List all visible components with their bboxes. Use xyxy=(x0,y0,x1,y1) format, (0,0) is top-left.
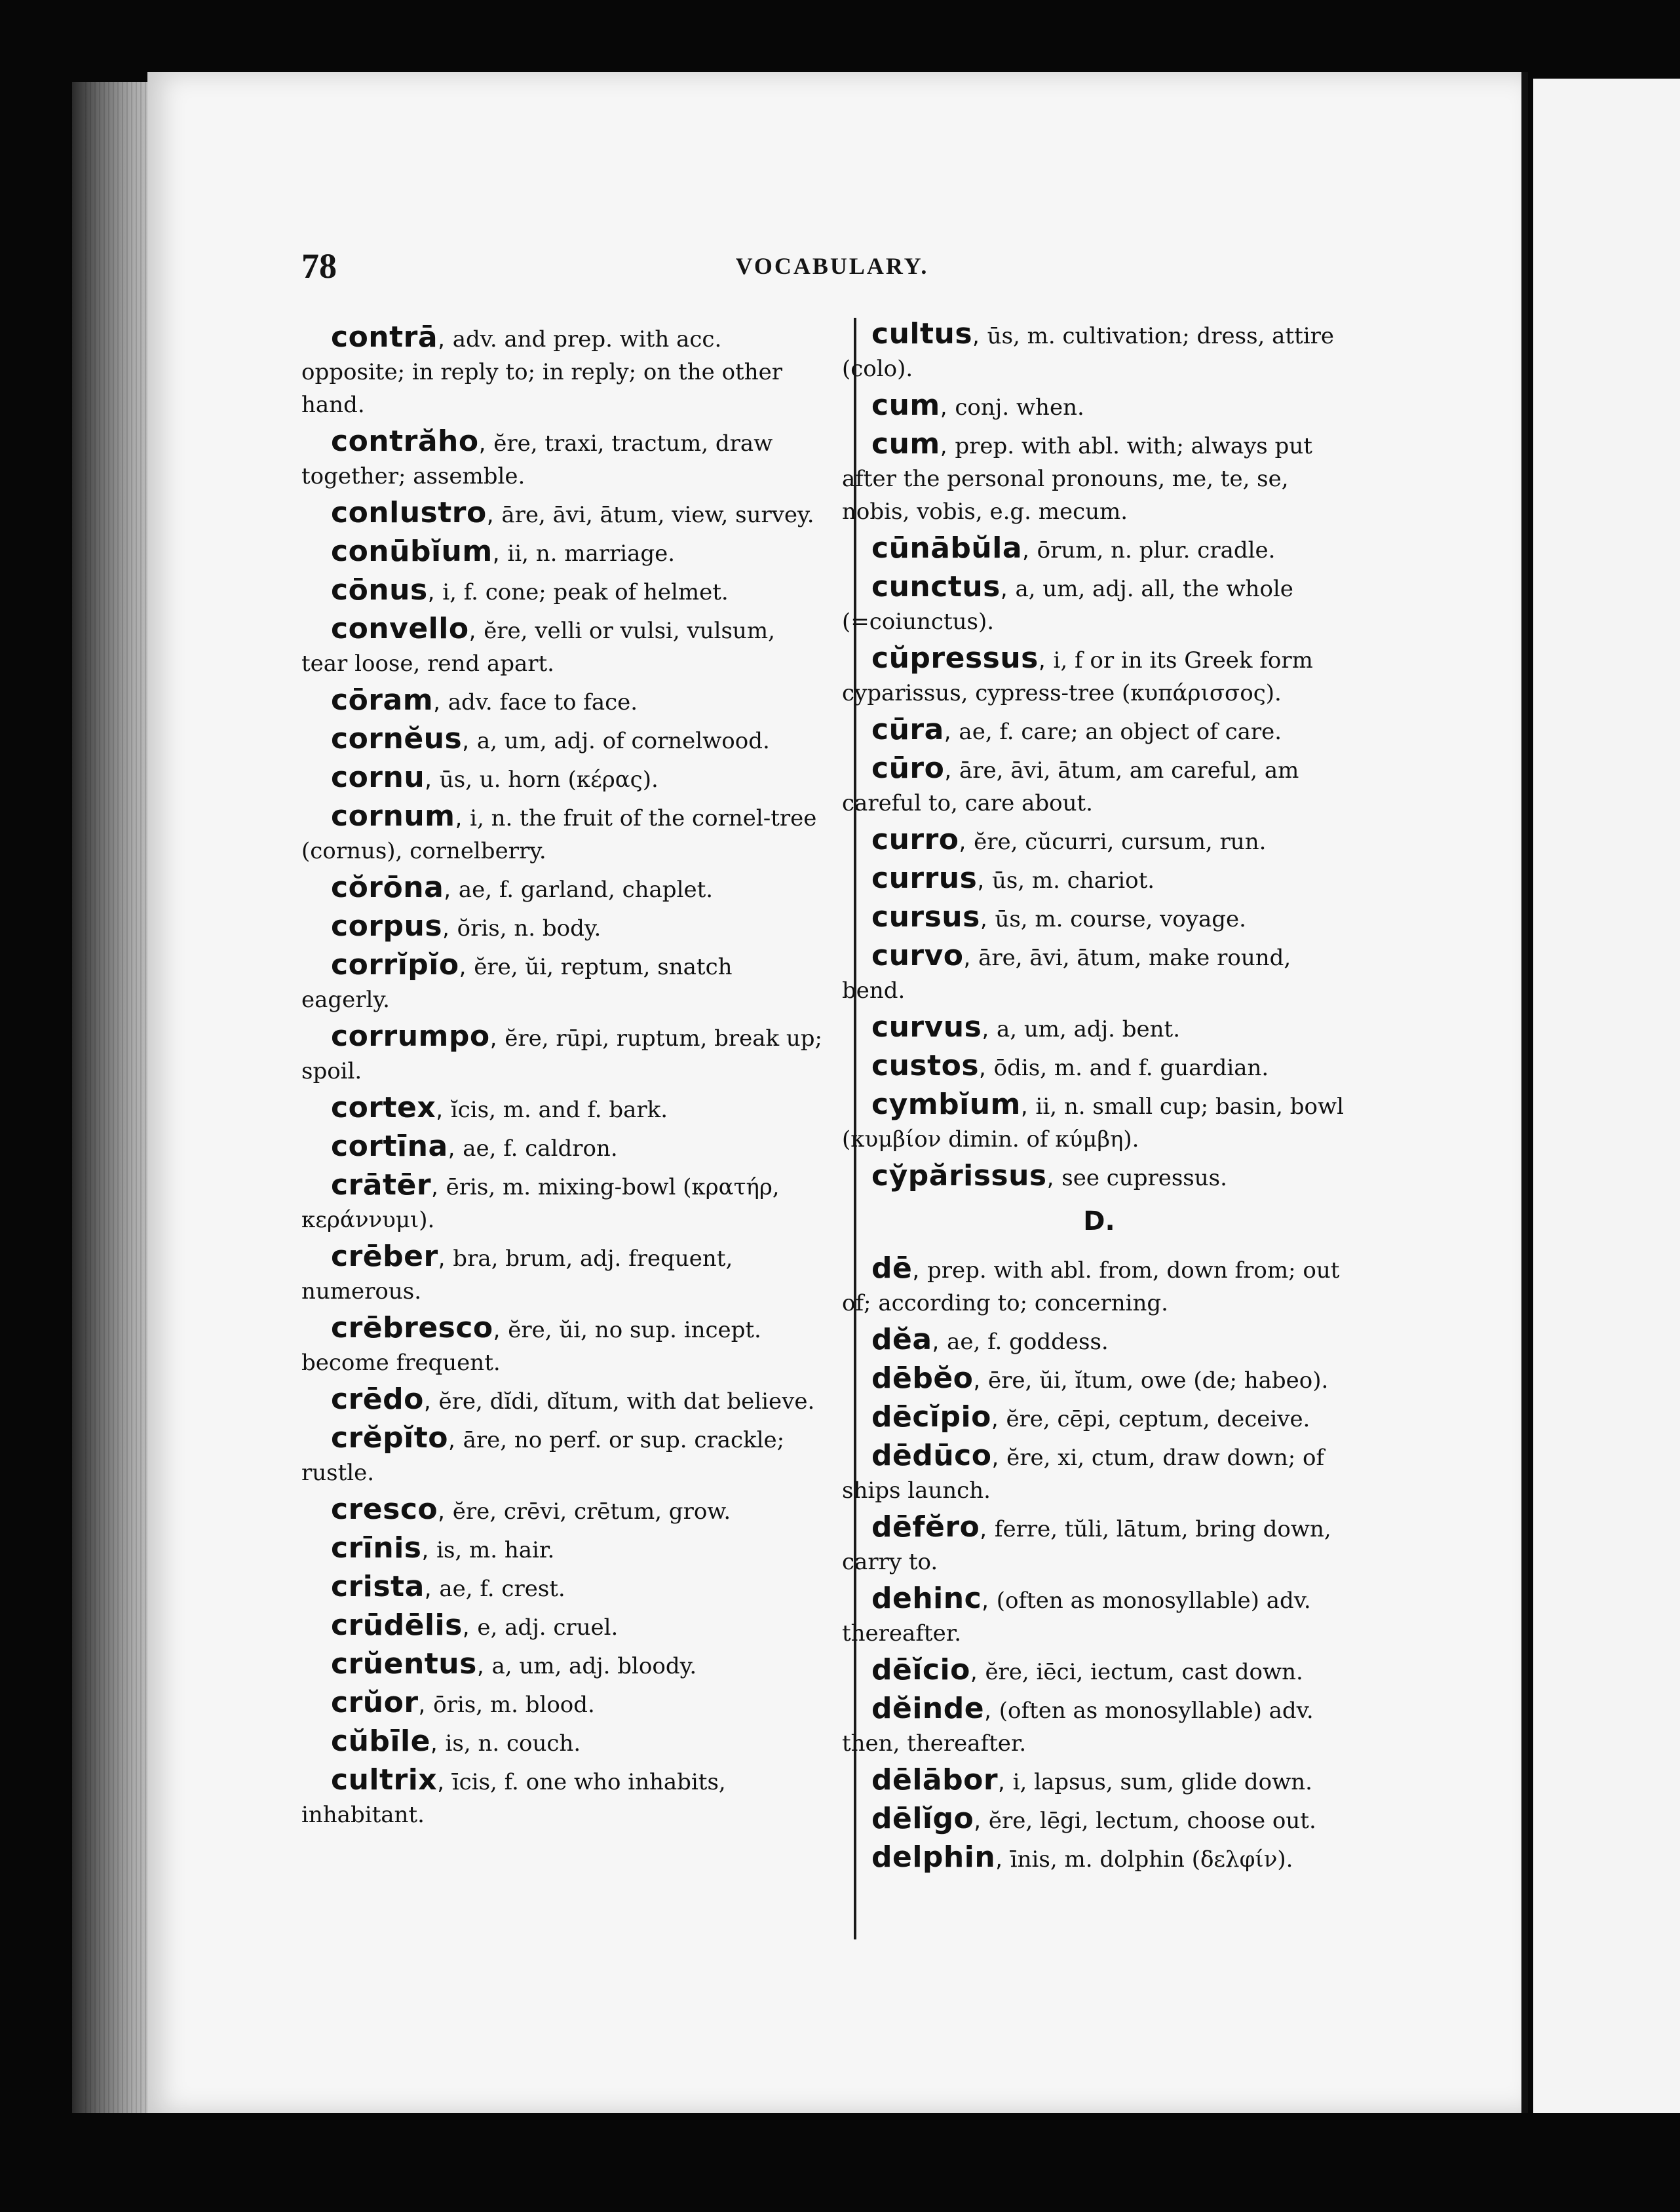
entry-definition: ĕre, cēpi, ceptum, deceive. xyxy=(1006,1406,1310,1432)
entry-definition: ae, f. care; an object of care. xyxy=(959,719,1282,745)
entry-headword: curro , xyxy=(871,823,974,856)
entry-definition: ĭcis, m. and f. bark. xyxy=(450,1097,668,1123)
section-letter: D. xyxy=(1083,1206,1115,1236)
entry-headword: custos , xyxy=(871,1049,994,1082)
dictionary-entry xyxy=(301,1240,826,1308)
entry-definition: i, n. the fruit of the cornel-tree (cornus), cornelberry. xyxy=(301,805,817,864)
entry-headword: cŭbīle , xyxy=(331,1725,446,1758)
entry-headword: curvus , xyxy=(871,1010,997,1044)
entry-definition: i, lapsus, sum, glide down. xyxy=(1012,1769,1312,1795)
dictionary-entry xyxy=(301,1609,826,1644)
entry-definition: ĕre, rūpi, ruptum, break up; spoil. xyxy=(301,1025,823,1084)
dictionary-entry xyxy=(301,1532,826,1567)
dictionary-entry xyxy=(301,1764,826,1831)
dictionary-entry xyxy=(301,910,826,945)
entry-definition: īnis, m. dolphin (δελφίν). xyxy=(1010,1846,1293,1873)
dictionary-entry xyxy=(301,871,826,906)
entry-headword: crēber , xyxy=(331,1240,453,1273)
entry-headword: contrăho , xyxy=(331,425,493,458)
entry-definition: ĕre, crēvi, crētum, grow. xyxy=(452,1498,731,1525)
dictionary-entry xyxy=(842,940,1356,1007)
entry-definition: ūs, m. chariot. xyxy=(991,868,1155,894)
dictionary-entry xyxy=(301,535,826,570)
entry-headword: corrĭpĭo , xyxy=(331,948,474,982)
running-title: VOCABULARY. xyxy=(735,253,929,279)
entry-definition: a, um, adj. of cornelwood. xyxy=(476,728,770,754)
entry-headword: dēlābor , xyxy=(871,1763,1013,1797)
entry-headword: dēcĭpio , xyxy=(871,1400,1006,1434)
entry-definition: ūs, m. course, voyage. xyxy=(995,906,1246,932)
entry-headword: crŭentus , xyxy=(331,1647,491,1681)
dictionary-entry xyxy=(301,723,826,757)
entry-headword: crista , xyxy=(331,1570,439,1603)
entry-definition: āre, āvi, ātum, make round, bend. xyxy=(842,945,1291,1004)
dictionary-entry xyxy=(301,1312,826,1379)
dictionary-entry xyxy=(842,1401,1356,1436)
entry-headword: cursus , xyxy=(871,900,995,934)
entry-definition: ae, f. crest. xyxy=(439,1576,565,1602)
dictionary-entry xyxy=(842,1324,1356,1358)
dictionary-entry xyxy=(301,1020,826,1088)
dictionary-entry xyxy=(842,1252,1356,1320)
dictionary-entry xyxy=(301,1687,826,1721)
dictionary-entry xyxy=(842,824,1356,858)
entry-headword: cresco , xyxy=(331,1493,453,1526)
entry-headword: cūra , xyxy=(871,713,959,746)
entry-headword: conūbĭum , xyxy=(331,535,507,568)
entry-definition: āre, āvi, ātum, am careful, am careful to, care about. xyxy=(842,757,1299,816)
entry-headword: cornĕus , xyxy=(331,722,477,755)
entry-definition: ĕre, cŭcurri, cursum, run. xyxy=(974,829,1267,855)
entry-definition: ūs, u. horn (κέρας). xyxy=(439,767,659,793)
entry-headword: corrumpo , xyxy=(331,1020,505,1053)
entry-definition: a, um, adj. bent. xyxy=(996,1016,1181,1042)
entry-headword: convello , xyxy=(331,612,484,645)
entry-definition: ūs, m. cultivation; dress, attire (colo). xyxy=(842,323,1334,382)
page-header xyxy=(301,246,1363,285)
entry-definition: adv. face to face. xyxy=(448,689,638,715)
dictionary-entry xyxy=(301,1169,826,1236)
entry-headword: cum , xyxy=(871,427,955,461)
dictionary-entry xyxy=(301,613,826,680)
dictionary-entry xyxy=(301,800,826,868)
entry-definition: ae, f. caldron. xyxy=(463,1135,618,1162)
dictionary-entry xyxy=(842,1362,1356,1397)
dictionary-entry xyxy=(842,1511,1356,1578)
entry-definition: āre, no perf. or sup. crackle; rustle. xyxy=(301,1427,785,1486)
dictionary-entry xyxy=(842,1654,1356,1688)
entry-definition: ii, n. marriage. xyxy=(507,541,676,567)
entry-definition: i, f. cone; peak of helmet. xyxy=(442,579,729,605)
entry-definition: prep. with abl. with; always put after the personal pronouns, me, te, se, nobis, vobis, e.g. mecum. xyxy=(842,433,1312,525)
entry-definition: bra, brum, adj. frequent, numerous. xyxy=(301,1246,733,1305)
entry-headword: conlustro , xyxy=(331,496,501,529)
entry-headword: crīnis , xyxy=(331,1531,436,1565)
dictionary-entry xyxy=(842,1050,1356,1084)
dictionary-entry xyxy=(842,1088,1356,1156)
entry-definition: prep. with abl. from, down from; out of; according to; concerning. xyxy=(842,1257,1340,1316)
dictionary-entry xyxy=(301,425,826,493)
entry-headword: dēĭcio , xyxy=(871,1653,985,1687)
dictionary-entry xyxy=(842,532,1356,567)
entry-headword: cultrix , xyxy=(331,1763,452,1797)
entry-definition: is, m. hair. xyxy=(436,1537,555,1563)
entry-headword: currus , xyxy=(871,862,992,895)
entry-definition: conj. when. xyxy=(955,394,1084,421)
dictionary-entry xyxy=(842,642,1356,710)
entry-headword: crĕpĭto , xyxy=(331,1421,463,1455)
dictionary-entry xyxy=(842,752,1356,820)
entry-headword: curvo , xyxy=(871,939,978,972)
entry-definition: āre, āvi, ātum, view, survey. xyxy=(501,502,814,528)
dictionary-entry xyxy=(842,571,1356,638)
page-number: 78 xyxy=(301,246,337,286)
entry-definition: a, um, adj. bloody. xyxy=(491,1653,697,1679)
entry-headword: dēbĕo , xyxy=(871,1362,988,1395)
dictionary-entry xyxy=(301,1092,826,1126)
dictionary-entry xyxy=(301,949,826,1016)
entry-headword: cunctus , xyxy=(871,570,1015,603)
entry-definition: ōris, m. blood. xyxy=(433,1692,595,1718)
entry-headword: dēdūco , xyxy=(871,1439,1006,1472)
dictionary-entry xyxy=(842,428,1356,528)
right-column xyxy=(842,317,1356,1880)
entry-definition: (often as monosyllable) adv. then, thereafter. xyxy=(842,1698,1314,1757)
entry-definition: ĕre, xi, ctum, draw down; of ships launch. xyxy=(842,1445,1325,1504)
entry-definition: ēre, ŭi, ĭtum, owe (de; habeo). xyxy=(988,1367,1329,1394)
dictionary-entry xyxy=(301,1725,826,1760)
dictionary-entry xyxy=(301,321,826,421)
entry-headword: cortex , xyxy=(331,1091,451,1124)
entry-headword: dēfĕro , xyxy=(871,1510,995,1544)
dictionary-entry xyxy=(842,1841,1356,1876)
entry-headword: dĕa , xyxy=(871,1323,947,1356)
page-gutter xyxy=(1521,72,1528,2113)
entry-headword: dehinc , xyxy=(871,1582,997,1615)
entry-headword: cornu , xyxy=(331,761,440,794)
entry-definition: ii, n. small cup; basin, bowl (κυμβίον dimin. of κύμβη). xyxy=(842,1094,1344,1153)
entry-definition: ĕre, iēci, iectum, cast down. xyxy=(985,1659,1303,1685)
entry-headword: crātēr , xyxy=(331,1168,446,1202)
entry-headword: cўpărissus , xyxy=(871,1159,1061,1192)
dictionary-entry xyxy=(842,901,1356,936)
entry-headword: crēbresco , xyxy=(331,1311,508,1344)
dictionary-entry xyxy=(842,318,1356,385)
entry-definition: i, f or in its Greek form cyparissus, cypress-tree (κυπάρισσος). xyxy=(842,647,1313,706)
dictionary-entry xyxy=(842,1160,1356,1194)
dictionary-entry xyxy=(842,1692,1356,1760)
dictionary-entry xyxy=(301,761,826,796)
entry-headword: crūdēlis , xyxy=(331,1609,477,1642)
dictionary-entry xyxy=(301,684,826,719)
entry-definition: ēris, m. mixing-bowl (κρατήρ, κεράννυμι). xyxy=(301,1174,780,1233)
dictionary-entry xyxy=(301,1648,826,1683)
entry-definition: ōrum, n. plur. cradle. xyxy=(1037,537,1276,563)
entry-definition: ĕre, ŭi, no sup. incept. become frequent. xyxy=(301,1317,761,1376)
dictionary-entry xyxy=(301,1422,826,1489)
left-column xyxy=(301,321,826,1835)
entry-definition: ĕre, velli or vulsi, vulsum, tear loose, rend apart. xyxy=(301,618,775,677)
entry-definition: ĕre, lēgi, lectum, choose out. xyxy=(988,1808,1316,1834)
entry-headword: cōnus , xyxy=(331,573,442,607)
dictionary-entry xyxy=(842,862,1356,897)
entry-definition: ĕre, traxi, tractum, draw together; assemble. xyxy=(301,430,773,489)
dictionary-entry xyxy=(842,389,1356,424)
dictionary-entry xyxy=(842,1582,1356,1650)
entry-headword: cōram , xyxy=(331,683,448,717)
dictionary-entry xyxy=(842,1764,1356,1799)
dictionary-entry xyxy=(301,1383,826,1418)
facing-page xyxy=(1533,79,1680,2113)
entry-headword: cultus , xyxy=(871,317,987,351)
dictionary-entry xyxy=(301,497,826,531)
entry-headword: cymbĭum , xyxy=(871,1088,1036,1121)
dictionary-entry xyxy=(842,1802,1356,1837)
entry-definition: a, um, adj. all, the whole (=coiunctus). xyxy=(842,576,1293,635)
entry-definition: (often as monosyllable) adv. thereafter. xyxy=(842,1588,1311,1647)
entry-headword: cūnābŭla , xyxy=(871,531,1037,565)
entry-definition: ae, f. goddess. xyxy=(947,1329,1109,1355)
entry-definition: ĕre, ŭi, reptum, snatch eagerly. xyxy=(301,954,733,1013)
dictionary-entry xyxy=(842,714,1356,748)
dictionary-entry xyxy=(842,1011,1356,1046)
dictionary-entry xyxy=(842,1440,1356,1507)
entry-definition: see cupressus. xyxy=(1061,1165,1227,1191)
entry-headword: cŭpressus , xyxy=(871,641,1053,675)
entry-headword: crŭor , xyxy=(331,1686,433,1719)
entry-headword: delphin , xyxy=(871,1840,1010,1874)
entry-definition: is, n. couch. xyxy=(445,1730,581,1757)
dictionary-entry xyxy=(301,1571,826,1605)
entry-headword: cortīna , xyxy=(331,1130,463,1163)
entry-definition: ae, f. garland, chaplet. xyxy=(458,877,714,903)
entry-headword: cŏrōna , xyxy=(331,871,459,904)
entry-headword: dēlĭgo , xyxy=(871,1802,989,1835)
entry-headword: contrā , xyxy=(331,320,453,354)
entry-definition: ōdis, m. and f. guardian. xyxy=(993,1055,1269,1081)
dictionary-entry xyxy=(301,1493,826,1528)
dictionary-entry xyxy=(301,1130,826,1165)
entry-headword: corpus , xyxy=(331,909,457,943)
entry-headword: dĕinde , xyxy=(871,1692,999,1725)
entry-definition: ferre, tŭli, lātum, bring down, carry to. xyxy=(842,1516,1331,1575)
entry-headword: cum , xyxy=(871,389,955,422)
entry-headword: crēdo , xyxy=(331,1382,438,1416)
entry-definition: īcis, f. one who inhabits, inhabitant. xyxy=(301,1769,726,1828)
entry-definition: ŏris, n. body. xyxy=(457,915,601,942)
entry-definition: adv. and prep. with acc. opposite; in reply to; in reply; on the other hand. xyxy=(301,326,782,418)
dictionary-entry xyxy=(301,574,826,609)
entry-headword: cornum , xyxy=(331,799,470,833)
entry-definition: ĕre, dĭdi, dĭtum, with dat believe. xyxy=(438,1388,815,1415)
entry-definition: e, adj. cruel. xyxy=(477,1614,619,1641)
entry-headword: dē , xyxy=(871,1251,927,1285)
entry-headword: cūro , xyxy=(871,752,959,785)
